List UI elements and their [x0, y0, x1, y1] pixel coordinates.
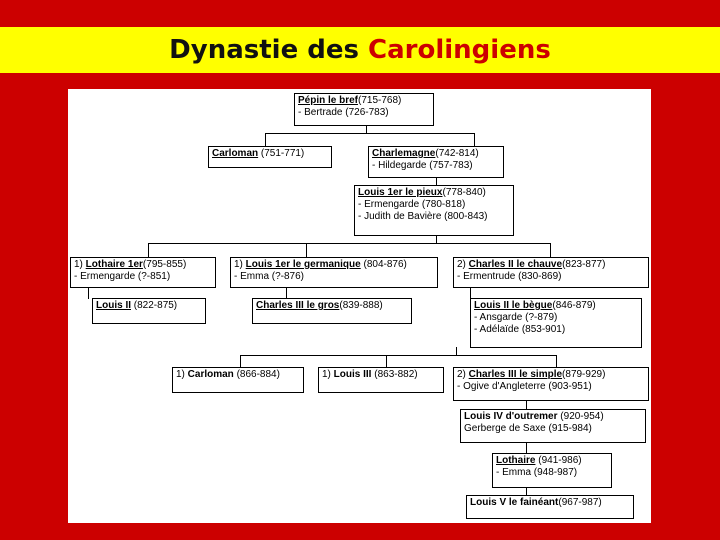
person-louis-ii: [92, 298, 206, 324]
person-name: Lothaire 1er: [85, 259, 143, 270]
person-dates: (822-875): [133, 300, 178, 311]
title-dynasty: Carolingiens: [368, 35, 551, 65]
spouse: - Judith de Bavière (800-843): [358, 211, 488, 222]
marriage-order: 1): [322, 369, 334, 380]
person-dates: (967-987): [558, 497, 602, 508]
person-charlemagne: [368, 146, 504, 178]
person-dates: (715-768): [358, 95, 402, 106]
person-name: Louis 1er le pieux: [358, 187, 443, 198]
family-tree-panel: [68, 89, 651, 523]
connector-pepin-children: [265, 133, 475, 134]
person-name: Charles II le chauve: [468, 259, 563, 270]
person-louis-iv-doutremer: [460, 409, 646, 443]
connector-to-charles2: [550, 243, 551, 257]
person-louis-1er-le-pieux: [354, 185, 514, 236]
person-dates: (751-771): [260, 148, 305, 159]
spouse: - Ogive d'Angleterre (903-951): [457, 381, 592, 392]
marriage-order: 1): [74, 259, 86, 270]
spouse: - Ermengarde (?-851): [74, 271, 171, 282]
person-dates: (846-879): [552, 300, 596, 311]
connector-louis1-children: [148, 243, 551, 244]
connector-louis1-down: [436, 236, 437, 243]
spouse: - Emma (?-876): [234, 271, 305, 282]
person-dates: (804-876): [363, 259, 407, 270]
person-name: Louis 1er le germanique: [245, 259, 361, 270]
person-name: Carloman: [187, 369, 234, 380]
person-name: Charles III le simple: [468, 369, 563, 380]
person-lothaire: [492, 453, 612, 488]
person-name: Louis II le bègue: [474, 300, 553, 311]
person-dates: (863-882): [374, 369, 418, 380]
connector-to-lothaire1: [148, 243, 149, 257]
person-dates: (866-884): [236, 369, 280, 380]
person-carloman-751: [208, 146, 332, 168]
spouse: - Ermengarde (780-818): [358, 199, 466, 210]
spouse: Gerberge de Saxe (915-984): [464, 423, 592, 434]
person-dates: (920-954): [560, 411, 604, 422]
person-name: Louis V le fainéant: [470, 497, 559, 508]
spouse: - Ansgarde (?-879): [474, 312, 558, 323]
spouse: - Hildegarde (757-783): [372, 160, 473, 171]
spouse: - Adélaïde (853-901): [474, 324, 566, 335]
marriage-order: 1): [234, 259, 246, 270]
connector-to-louis-germ: [306, 243, 307, 257]
connector-louis2begue-down: [456, 347, 457, 355]
connector-lothaire1-to-louis2: [88, 287, 89, 299]
person-name: Louis III: [333, 369, 372, 380]
person-name: Louis IV d'outremer: [464, 411, 558, 422]
person-dates: (839-888): [339, 300, 383, 311]
person-dates: (941-986): [538, 455, 582, 466]
spouse: - Ermentrude (830-869): [457, 271, 562, 282]
person-carloman-866: [172, 367, 304, 393]
person-name: Louis II: [96, 300, 131, 311]
spouse: - Emma (948-987): [496, 467, 578, 478]
marriage-order: 1): [176, 369, 188, 380]
person-lothaire-1er: [70, 257, 216, 288]
person-dates: (795-855): [142, 259, 187, 270]
marriage-order: 2): [457, 369, 469, 380]
person-name: Lothaire: [496, 455, 536, 466]
person-charles-iii-le-gros: [252, 298, 412, 324]
connector-to-charlemagne: [474, 133, 475, 147]
title-bar: [0, 27, 720, 73]
connector-pepin-down: [366, 125, 367, 133]
person-name: Charlemagne: [372, 148, 436, 159]
person-louis-iii: [318, 367, 444, 393]
person-dates: (778-840): [442, 187, 486, 198]
person-name: Pépin le bref: [298, 95, 359, 106]
person-name: Charles III le gros: [256, 300, 340, 311]
marriage-order: 2): [457, 259, 469, 270]
person-dates: (823-877): [562, 259, 606, 270]
person-louis-1er-le-germanique: [230, 257, 438, 288]
connector-to-carloman1: [265, 133, 266, 147]
person-name: Carloman: [212, 148, 259, 159]
person-louis-v-le-faineant: [466, 495, 634, 519]
connector-louis2begue-children: [240, 355, 557, 356]
person-charles-iii-le-simple: [453, 367, 649, 401]
spouse: - Bertrade (726-783): [298, 107, 389, 118]
person-dates: (742-814): [435, 148, 479, 159]
person-louis-ii-le-begue: [470, 298, 642, 348]
person-pepin: [294, 93, 434, 126]
person-dates: (879-929): [562, 369, 606, 380]
person-charles-ii-le-chauve: [453, 257, 649, 288]
title-prefix: Dynastie des: [169, 35, 369, 65]
